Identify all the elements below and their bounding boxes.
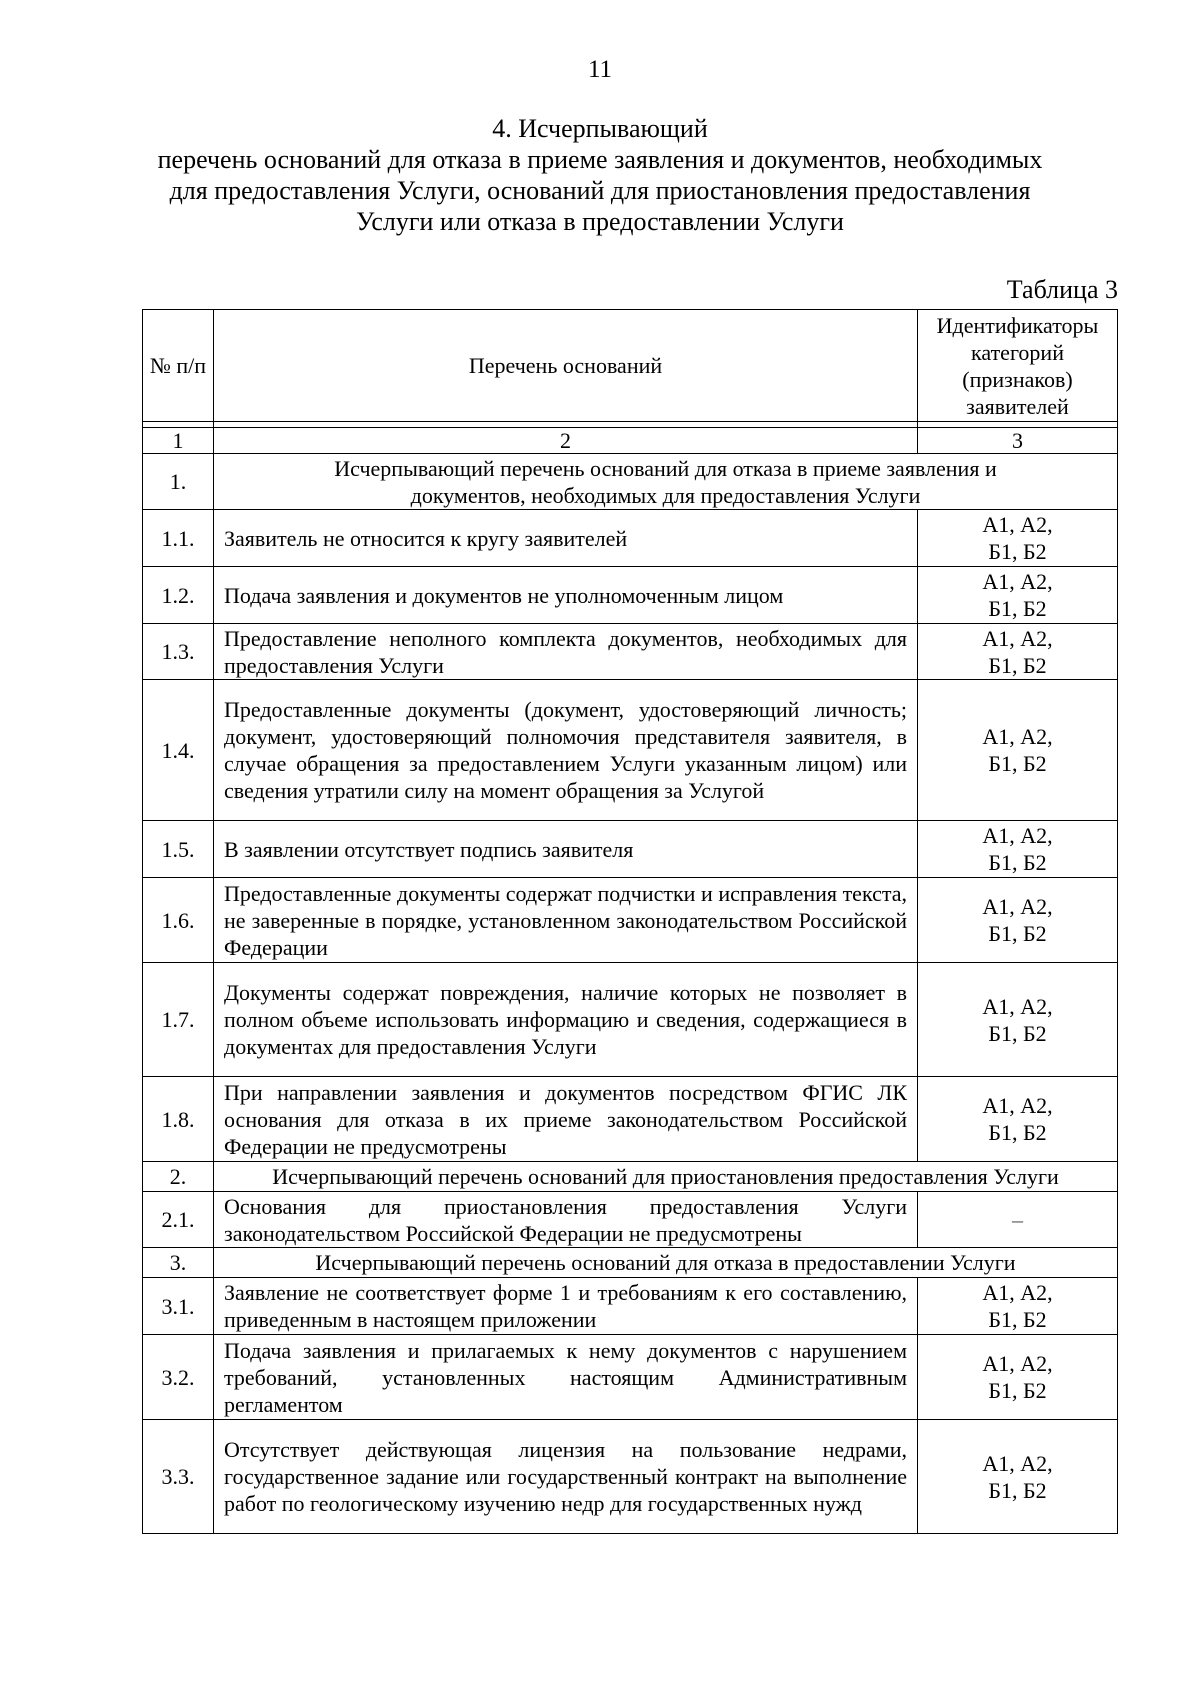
row-number: 1.6. [143, 878, 214, 963]
section-row [143, 1248, 1118, 1278]
heading-line-3: для предоставления Услуги, оснований для приостановления предоставления [169, 176, 1031, 205]
table-row [143, 680, 1118, 821]
row-number: 1.5. [143, 821, 214, 878]
row-number: 1.2. [143, 567, 214, 624]
row-number: 2.1. [143, 1192, 214, 1248]
heading-line-4: Услуги или отказа в предоставлении Услуги [356, 207, 844, 236]
table-row [143, 567, 1118, 624]
row-identifiers: А1, А2, Б1, Б2 [918, 567, 1118, 624]
row-number: 1.7. [143, 963, 214, 1077]
row-identifiers: – [918, 1192, 1118, 1248]
row-text: Основания для приостановления предоставления Услуги законодательством Российской Федерации не предусмотрены [214, 1192, 918, 1248]
table-row [143, 1420, 1118, 1534]
row-text: Подача заявления и прилагаемых к нему документов с нарушением требований, установленных настоящим Административным регламентом [214, 1335, 918, 1420]
row-text: Подача заявления и документов не уполномоченным лицом [214, 567, 918, 624]
section-row [143, 1162, 1118, 1192]
row-identifiers: А1, А2, Б1, Б2 [918, 878, 1118, 963]
table-row [143, 1335, 1118, 1420]
column-number: 2 [214, 428, 918, 454]
row-text: Документы содержат повреждения, наличие которых не позволяет в полном объеме использовать информацию и сведения, содержащиеся в документах для предоставления Услуги [214, 963, 918, 1077]
row-number: 1.8. [143, 1077, 214, 1162]
row-number: 3.2. [143, 1335, 214, 1420]
header-number-cell: № п/п [143, 310, 214, 422]
row-text: Предоставление неполного комплекта документов, необходимых для предоставления Услуги [214, 624, 918, 680]
table-row [143, 963, 1118, 1077]
table-row [143, 1077, 1118, 1162]
table-caption: Таблица 3 [1006, 275, 1118, 304]
table-row [143, 1278, 1118, 1335]
row-identifiers: А1, А2, Б1, Б2 [918, 1335, 1118, 1420]
row-identifiers: А1, А2, Б1, Б2 [918, 821, 1118, 878]
row-identifiers: А1, А2, Б1, Б2 [918, 624, 1118, 680]
section-row [143, 454, 1118, 510]
row-number: 3.3. [143, 1420, 214, 1534]
row-text: Заявление не соответствует форме 1 и требованиям к его составлению, приведенным в настоящем приложении [214, 1278, 918, 1335]
row-text: Предоставленные документы содержат подчистки и исправления текста, не заверенные в порядке, установленном законодательством Российской Федерации [214, 878, 918, 963]
row-identifiers: А1, А2, Б1, Б2 [918, 1278, 1118, 1335]
row-text: Заявитель не относится к кругу заявителей [214, 510, 918, 567]
section-number: 3. [143, 1248, 214, 1278]
row-number: 3.1. [143, 1278, 214, 1335]
row-identifiers: А1, А2, Б1, Б2 [918, 1420, 1118, 1534]
row-identifiers: А1, А2, Б1, Б2 [918, 963, 1118, 1077]
row-text: В заявлении отсутствует подпись заявителя [214, 821, 918, 878]
row-number: 1.4. [143, 680, 214, 821]
table-row [143, 878, 1118, 963]
row-text: При направлении заявления и документов посредством ФГИС ЛК основания для отказа в их приеме законодательством Российской Федерации не предусмотрены [214, 1077, 918, 1162]
row-identifiers: А1, А2, Б1, Б2 [918, 510, 1118, 567]
heading-line-1: 4. Исчерпывающий [492, 114, 708, 143]
table-row [143, 821, 1118, 878]
table-row [143, 624, 1118, 680]
page-number: 11 [587, 56, 613, 83]
section-title: Исчерпывающий перечень оснований для отказа в приеме заявления и документов, необходимых для предоставления Услуги [214, 454, 1118, 510]
table-row [143, 510, 1118, 567]
row-identifiers: А1, А2, Б1, Б2 [918, 680, 1118, 821]
row-number: 1.1. [143, 510, 214, 567]
column-number: 3 [918, 428, 1118, 454]
row-text: Отсутствует действующая лицензия на пользование недрами, государственное задание или государственный контракт на выполнение работ по геологическому изучению недр для государственных нужд [214, 1420, 918, 1534]
grounds-table [142, 309, 1118, 1534]
section-heading [100, 113, 1100, 237]
section-number: 2. [143, 1162, 214, 1192]
section-number: 1. [143, 454, 214, 510]
heading-line-2: перечень оснований для отказа в приеме заявления и документов, необходимых [157, 145, 1043, 174]
section-title: Исчерпывающий перечень оснований для приостановления предоставления Услуги [214, 1162, 1118, 1192]
header-identifiers-cell: Идентификаторы категорий (признаков) заявителей [918, 310, 1118, 422]
row-identifiers: А1, А2, Б1, Б2 [918, 1077, 1118, 1162]
row-number: 1.3. [143, 624, 214, 680]
header-grounds-cell: Перечень оснований [214, 310, 918, 422]
row-text: Предоставленные документы (документ, удостоверяющий личность; документ, удостоверяющий полномочия представителя заявителя, в случае обращения за предоставлением Услуги указанным лицом) или сведения утратили силу на момент обращения за Услугой [214, 680, 918, 821]
column-number: 1 [143, 428, 214, 454]
table-header-row [143, 310, 1118, 422]
section-title: Исчерпывающий перечень оснований для отказа в предоставлении Услуги [214, 1248, 1118, 1278]
column-numbers-row [143, 428, 1118, 454]
table-row [143, 1192, 1118, 1248]
